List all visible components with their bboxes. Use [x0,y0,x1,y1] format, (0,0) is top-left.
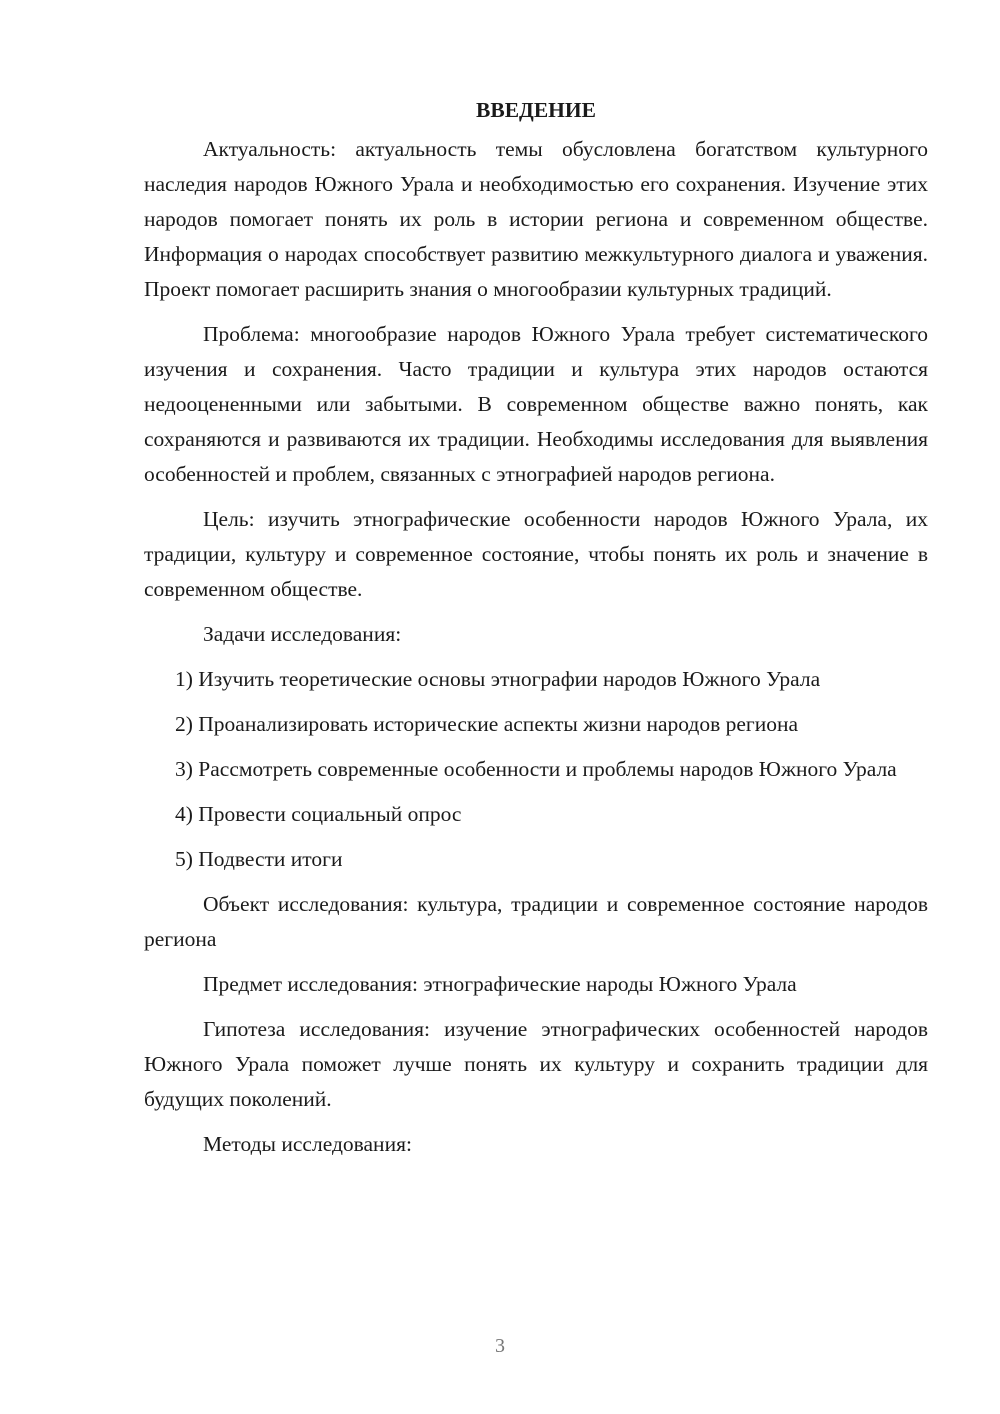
paragraph-tasks-heading: Задачи исследования: [203,622,402,646]
paragraph-subject: Предмет исследования: этнографические народы Южного Урала [203,972,797,996]
paragraph-object: Объект исследования: культура, традиции и современное состояние народов региона [144,892,928,951]
paragraph-hypothesis: Гипотеза исследования: изучение этнографических особенностей народов Южного Урала поможет лучше понять их культуру и сохранить традиции для будущих поколений. [144,1017,928,1111]
task-item-3: 3) Рассмотреть современные особенности и проблемы народов Южного Урала [175,757,897,781]
paragraph-relevance: Актуальность: актуальность темы обусловлена богатством культурного наследия народов Южного Урала и необходимостью его сохранения. Изучение этих народов помогает понять их роль в истории региона и современном обществе. Информация о народах способствует развитию межкультурного диалога и уважения. Проект помогает расширить знания о многообразии культурных традиций. [144,137,928,301]
task-item-5: 5) Подвести итоги [175,847,343,871]
task-item-1: 1) Изучить теоретические основы этнографии народов Южного Урала [175,667,821,691]
paragraph-goal: Цель: изучить этнографические особенности народов Южного Урала, их традиции, культуру и современное состояние, чтобы понять их роль и значение в современном обществе. [144,507,928,601]
task-item-4: 4) Провести социальный опрос [175,802,462,826]
task-item-2: 2) Проанализировать исторические аспекты жизни народов региона [175,712,799,736]
paragraph-methods: Методы исследования: [203,1132,412,1156]
document-page [144,92,928,1172]
paragraph-problem: Проблема: многообразие народов Южного Урала требует систематического изучения и сохранения. Часто традиции и культура этих народов остаются недооцененными или забытыми. В современном обществе важно понять, как сохраняются и развиваются их традиции. Необходимы исследования для выявления особенностей и проблем, связанных с этнографией народов региона. [144,322,928,486]
page-number: 3 [495,1335,505,1357]
section-title: ВВЕДЕНИЕ [476,98,596,122]
